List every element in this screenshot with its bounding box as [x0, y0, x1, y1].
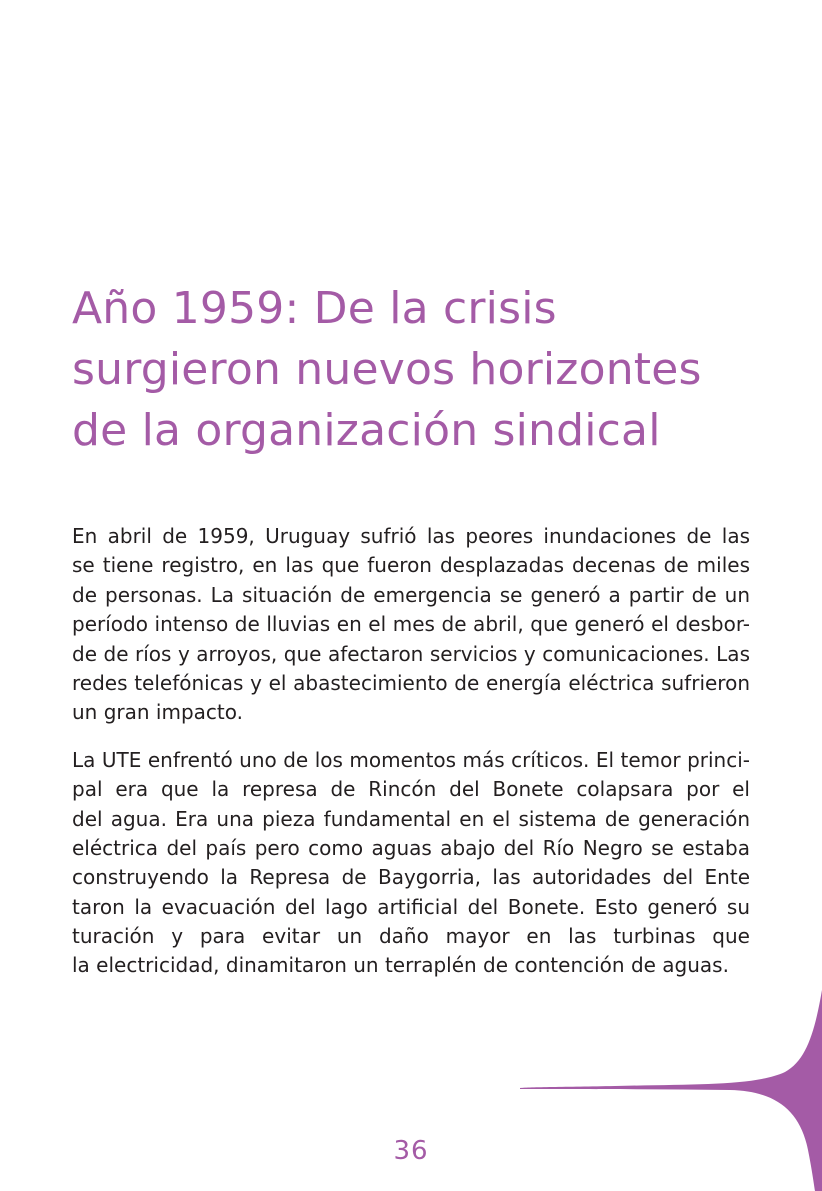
text-line: En abril de 1959, Uruguay sufrió las peores inundaciones de las [72, 524, 750, 548]
title-line: surgieron nuevos horizontes [72, 344, 702, 395]
text-line: construyendo la Represa de Baygorria, las autoridades del Ente [72, 865, 750, 890]
page-number: 36 [393, 1136, 429, 1166]
text-line: de personas. La situación de emergencia se generó a partir de un [72, 582, 750, 607]
text-line: de de ríos y arroyos, que afectaron servicios y comunicaciones. Las [72, 641, 750, 666]
text-line: pal era que la represa de Rincón del Bonete colapsara por el [72, 777, 750, 802]
text-line: redes telefónicas y el abastecimiento de energía eléctrica sufrieron [72, 670, 750, 695]
page-title [72, 278, 772, 461]
text-line: período intenso de lluvias en el mes de abril, que generó el desbor- [72, 612, 750, 637]
text-line: taron la evacuación del lago artificial del Bonete. Esto generó su [72, 894, 750, 919]
text-line: del agua. Era una pieza fundamental en el sistema de generación [72, 806, 750, 831]
text-line: un gran impacto. [72, 700, 243, 725]
text-line: se tiene registro, en las que fueron desplazadas decenas de miles [72, 553, 750, 578]
text-line: la electricidad, dinamitaron un terraplén de contención de aguas. [72, 953, 729, 978]
title-line: de la organización sindical [72, 405, 661, 456]
text-line: La UTE enfrentó uno de los momentos más críticos. El temor princi- [72, 747, 750, 772]
title-line: Año 1959: De la crisis [72, 283, 557, 334]
paragraph-2 [72, 746, 750, 981]
text-line: turación y para evitar un daño mayor en las turbinas que [72, 924, 750, 949]
text-line: eléctrica del país pero como aguas abajo del Río Negro se estaba [72, 835, 750, 860]
paragraph-1 [72, 522, 750, 728]
body-text [72, 522, 750, 999]
